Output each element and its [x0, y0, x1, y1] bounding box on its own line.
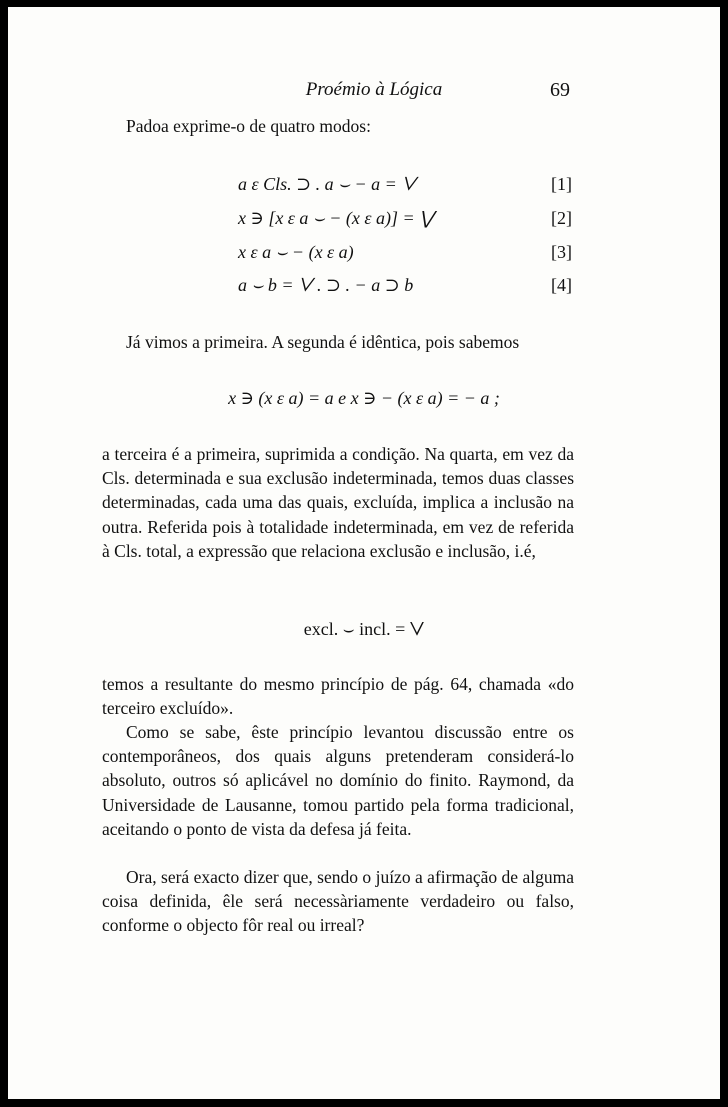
formula-1: a ε Cls. ⊃ . a ⌣ − a = ⋁	[238, 174, 416, 194]
formula-2: x ∋ [x ε a ⌣ − (x ε a)] = ⋁	[238, 208, 434, 228]
paragraph-5: Ora, será exacto dizer que, sendo o juízo a afirmação de alguma coisa definida, êle será necessàriamente verdadeiro ou falso, conforme o objecto fôr real ou irreal?	[102, 867, 574, 936]
formula-3: x ε a ⌣ − (x ε a)	[238, 242, 354, 262]
formula-number-2: [2]	[551, 208, 572, 228]
page-number: 69	[550, 79, 570, 101]
paragraph-3: temos a resultante do mesmo princípio de pág. 64, chamada «do terceiro excluído».	[102, 674, 574, 719]
book-page	[8, 7, 720, 1099]
inline-formula: x ∋ (x ε a) = a e x ∋ − (x ε a) = − a ;	[228, 388, 500, 408]
paragraph-4: Como se sabe, êste princípio levantou discussão entre os contemporâneos, dos quais alguns pretenderam considerá-lo absoluto, outros só aplicável no domínio do finito. Raymond, da Universidade de Lausanne, tomou partido pela forma tradicional, aceitando o ponto de vista da defesa já feita.	[102, 722, 574, 839]
formula-4: a ⌣ b = ⋁ . ⊃ . − a ⊃ b	[238, 275, 414, 295]
paragraph-2: a terceira é a primeira, suprimida a condição. Na quarta, em vez da Cls. determinada e sua exclusão indeterminada, temos duas classes determinadas, cada uma das quais, excluída, implica a inclusão na outra. Referida pois à totalidade indeterminada, em vez de referida à Cls. total, a expressão que relaciona exclusão e inclusão, i.é,	[102, 444, 574, 561]
intro-line: Padoa exprime-o de quatro modos:	[126, 116, 371, 136]
formula-number-4: [4]	[551, 275, 572, 295]
formula-number-3: [3]	[551, 242, 572, 262]
centered-formula: excl. ⌣ incl. = ⋁	[303, 619, 425, 639]
running-header-title: Proémio à Lógica	[305, 79, 443, 100]
paragraph-1: Já vimos a primeira. A segunda é idêntica, pois sabemos	[126, 332, 520, 352]
formula-number-1: [1]	[551, 174, 572, 194]
